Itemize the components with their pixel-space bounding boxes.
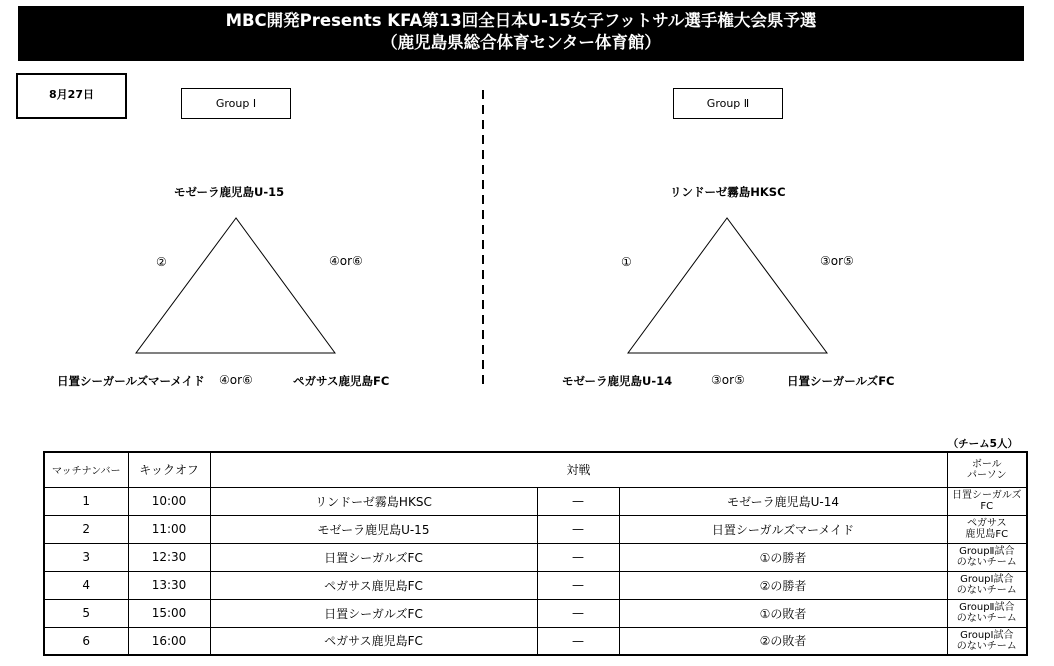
group-1-triangle (136, 218, 335, 353)
versus-dash-cell: — (537, 515, 619, 543)
match-number-cell: 6 (44, 627, 128, 655)
away-team-cell: ②の勝者 (619, 571, 947, 599)
header-match-number: マッチナンバー (44, 452, 128, 487)
away-team-cell: ①の敗者 (619, 599, 947, 627)
table-header-row (44, 452, 1027, 487)
versus-dash-cell: — (537, 487, 619, 515)
group-2-right-edge-number: ③or⑤ (820, 254, 854, 268)
away-team-cell: ①の勝者 (619, 543, 947, 571)
table-row (44, 487, 1027, 515)
group-1-label: Group Ⅰ (181, 88, 291, 119)
header-ball-person (947, 452, 1027, 487)
header-kickoff: キックオフ (128, 452, 210, 487)
kickoff-cell: 13:30 (128, 571, 210, 599)
table-row (44, 599, 1027, 627)
header-match: 対戦 (210, 452, 947, 487)
kickoff-cell: 16:00 (128, 627, 210, 655)
ball-person-cell (947, 515, 1027, 543)
ball-person-cell (947, 543, 1027, 571)
table-row (44, 543, 1027, 571)
ball-person-cell (947, 627, 1027, 655)
table-row (44, 627, 1027, 655)
team-size-note: （チーム5人） (947, 438, 1018, 450)
away-team-cell: ②の敗者 (619, 627, 947, 655)
match-number-cell: 5 (44, 599, 128, 627)
ball-person-line-1: ペガサス (966, 518, 1007, 529)
away-team-cell: 日置シーガルズマーメイド (619, 515, 947, 543)
ball-person-line-2: のないチーム (956, 640, 1017, 652)
ball-person-line-2: のないチーム (956, 557, 1017, 568)
kickoff-cell: 11:00 (128, 515, 210, 543)
group-2-triangle (628, 218, 827, 353)
ball-person-cell (947, 599, 1027, 627)
versus-dash-cell: — (537, 543, 619, 571)
schedule-table (43, 451, 1028, 656)
date-label: 8月27日 (16, 73, 127, 119)
versus-dash-cell: — (537, 571, 619, 599)
group-1-right-team: ペガサス鹿児島FC (293, 374, 390, 388)
ball-person-line-1: GroupⅠ試合 (960, 629, 1014, 641)
match-number-cell: 1 (44, 487, 128, 515)
group-1-top-team: モゼーラ鹿児島U-15 (174, 185, 285, 199)
kickoff-cell: 12:30 (128, 543, 210, 571)
group-2-right-team: 日置シーガールズFC (787, 374, 895, 388)
ball-person-line-2: のないチーム (956, 613, 1017, 624)
title-line-1: MBC開発Presents KFA第13回全日本U-15女子フットサル選手権大会県予選 (225, 11, 817, 30)
ball-person-line-1: GroupⅡ試合 (959, 546, 1015, 557)
ball-person-line-2: 鹿児島FC (965, 529, 1009, 540)
ball-person-line-1: 日置シーガルズ (952, 490, 1022, 501)
group-1-right-edge-number: ④or⑥ (329, 254, 363, 268)
match-number-cell: 2 (44, 515, 128, 543)
group-2-label: Group Ⅱ (673, 88, 783, 119)
home-team-cell: 日置シーガルズFC (210, 543, 537, 571)
ball-person-line-1: GroupⅡ試合 (959, 602, 1015, 613)
home-team-cell: ペガサス鹿児島FC (210, 627, 537, 655)
group-1-left-edge-number: ② (156, 255, 167, 269)
home-team-cell: リンドーゼ霧島HKSC (210, 487, 537, 515)
ball-person-cell (947, 487, 1027, 515)
ball-person-cell (947, 571, 1027, 599)
table-row (44, 571, 1027, 599)
ball-person-line-1: GroupⅠ試合 (960, 574, 1014, 585)
match-number-cell: 3 (44, 543, 128, 571)
home-team-cell: モゼーラ鹿児島U-15 (210, 515, 537, 543)
table-row (44, 515, 1027, 543)
kickoff-cell: 15:00 (128, 599, 210, 627)
title-line-2: （鹿児島県総合体育センター体育館） (381, 33, 661, 52)
group-2-bottom-edge-number: ③or⑤ (711, 373, 745, 387)
header-ball-person-line-1: ボール (971, 458, 1002, 470)
group-1-left-team: 日置シーガールズマーメイド (57, 374, 205, 388)
versus-dash-cell: — (537, 627, 619, 655)
group-2-top-team: リンドーゼ霧島HKSC (670, 185, 786, 199)
home-team-cell: ペガサス鹿児島FC (210, 571, 537, 599)
match-number-cell: 4 (44, 571, 128, 599)
kickoff-cell: 10:00 (128, 487, 210, 515)
group-1-bottom-edge-number: ④or⑥ (219, 373, 253, 387)
versus-dash-cell: — (537, 599, 619, 627)
header-ball-person-line-2: パーソン (966, 469, 1007, 481)
away-team-cell: モゼーラ鹿児島U-14 (619, 487, 947, 515)
home-team-cell: 日置シーガルズFC (210, 599, 537, 627)
ball-person-line-2: FC (980, 501, 994, 512)
group-2-left-edge-number: ① (621, 255, 632, 269)
ball-person-line-2: のないチーム (956, 585, 1017, 596)
group-2-left-team: モゼーラ鹿児島U-14 (562, 374, 673, 388)
